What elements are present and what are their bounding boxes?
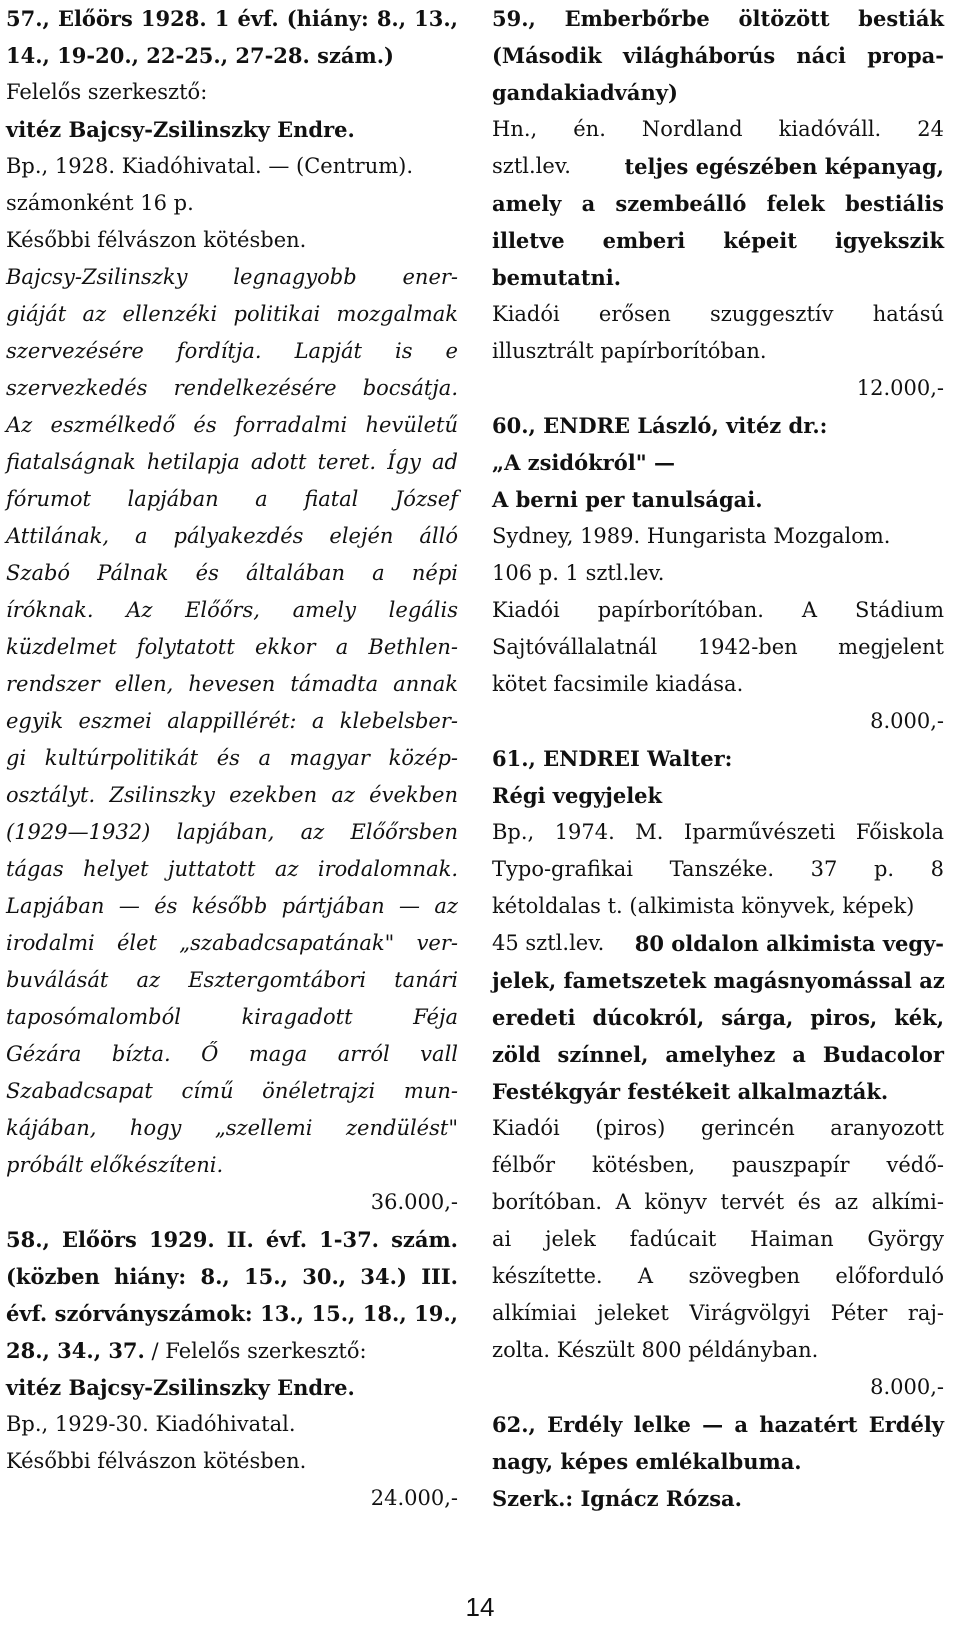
description-line: készítette. A szövegben előforduló	[492, 1264, 944, 1288]
description-line: Az eszmélkedő és forradalmi hevületű	[6, 413, 458, 437]
description-line: buválását az Esztergomtábori tanári	[6, 968, 458, 992]
right-column	[492, 0, 944, 1517]
description-line: alkímiai jeleket Virágvölgyi Péter raj-	[492, 1301, 944, 1325]
price: 12.000,-	[856, 376, 944, 400]
publication-info: Bp., 1929-30. Kiadóhivatal.	[6, 1412, 296, 1436]
description-line: fiatalságnak hetilapja adott teret. Így ad	[6, 450, 458, 474]
description-line: Lapjában — és később pártjában — az	[6, 894, 458, 918]
description-line: Bajcsy-Zsilinszky legnagyobb ener-	[6, 265, 458, 289]
description-line	[492, 148, 944, 185]
description-line	[492, 925, 944, 962]
description-line: bemutatni.	[492, 265, 622, 290]
book-subtitle: A berni per tanulságai.	[492, 487, 763, 512]
description-line: zolta. Készült 800 példányban.	[492, 1338, 819, 1362]
description-line: amely a szembeálló felek bestiális	[492, 191, 944, 216]
description-line: illetve emberi képeit igyekszik	[492, 228, 944, 253]
entry-59	[492, 0, 944, 407]
description-line: küzdelmet folytatott ekkor a Bethlen-	[6, 635, 458, 659]
sheet-count: 45 sztl.lev.	[492, 931, 605, 955]
description-line: osztályt. Zsilinszky ezekben az években	[6, 783, 458, 807]
description-line: Szabó Pálnak és általában a népi	[6, 561, 458, 585]
description-line: szervezkedés rendelkezésére bocsátja.	[6, 376, 458, 400]
description-line: borítóban. A könyv tervét és az alkími-	[492, 1190, 944, 1214]
entry-title: 57., Előörs 1928. 1 évf. (hiány: 8., 13.,	[6, 6, 458, 31]
description-line: gi kultúrpolitikát és a magyar közép-	[6, 746, 458, 770]
left-column	[6, 0, 458, 1517]
description-line: giáját az ellenzéki politikai mozgalmak	[6, 302, 458, 326]
entry-subtitle: (Második világháborús náci propa-	[492, 43, 944, 68]
book-title: „A zsidókról" —	[492, 450, 675, 475]
editor-name: vitéz Bajcsy-Zsilinszky Endre.	[6, 1375, 355, 1400]
entry-58	[6, 1221, 458, 1517]
binding-info: Kiadói (piros) gerincén aranyozott	[492, 1116, 944, 1140]
description-line: taposómalomból kiragadott Féja	[6, 1005, 458, 1029]
issue-numbers: 28., 34., 37.	[6, 1338, 145, 1363]
description-line: zöld színnel, amelyhez a Budacolor	[492, 1042, 944, 1067]
description-line: ai jelek fadúcait Haiman György	[492, 1227, 944, 1251]
entry-title-cont: nagy, képes emlékalbuma.	[492, 1449, 802, 1474]
description-line: jelek, fametszetek magásnyomással az	[492, 968, 945, 993]
description-line: Szabadcsapat című önéletrajzi mun-	[6, 1079, 458, 1103]
page-count: 106 p. 1 sztl.lev.	[492, 561, 665, 585]
entry-title: 61., ENDREI Walter:	[492, 746, 733, 771]
publication-info: Bp., 1928. Kiadóhivatal. — (Centrum).	[6, 154, 414, 178]
entry-title: 58., Előörs 1929. II. évf. 1-37. szám.	[6, 1227, 458, 1252]
description-line: Attilának, a pályakezdés elején álló	[6, 524, 458, 548]
entry-title: 60., ENDRE László, vitéz dr.:	[492, 413, 828, 438]
description-line: Sajtóvállalatnál 1942-ben megjelent	[492, 635, 944, 659]
description-line: szervezésére fordítja. Lapját is e	[6, 339, 458, 363]
binding-info: Kiadói erősen szuggesztív hatású	[492, 302, 944, 326]
price: 36.000,-	[370, 1190, 458, 1214]
entry-title-cont: 14., 19-20., 22-25., 27-28. szám.)	[6, 43, 394, 68]
binding-info: Későbbi félvászon kötésben.	[6, 228, 307, 252]
binding-info: Későbbi félvászon kötésben.	[6, 1449, 307, 1473]
description-line: egyik eszmei alappillérét: a klebelsber-	[6, 709, 458, 733]
description-line: Festékgyár festékeit alkalmazták.	[492, 1079, 889, 1104]
description-bold: 80 oldalon alkimista vegy-	[634, 931, 944, 956]
publication-info: Sydney, 1989. Hungarista Mozgalom.	[492, 524, 891, 548]
entry-title-cont: évf. szórványszámok: 13., 15., 18., 19.,	[6, 1301, 458, 1326]
description-line: fórumot lapjában a fiatal József	[6, 487, 458, 511]
editor-label: Felelős szerkesztő:	[6, 80, 208, 104]
entry-57	[6, 0, 458, 1221]
sheet-count: sztl.lev.	[492, 154, 571, 178]
description-line: próbált előkészíteni.	[6, 1153, 224, 1177]
description-line: rendszer ellen, hevesen támadta annak	[6, 672, 458, 696]
entry-61	[492, 740, 944, 1406]
entry-subtitle-cont: gandakiadvány)	[492, 80, 678, 105]
description-line: eredeti dúcokról, sárga, piros, kék,	[492, 1005, 944, 1030]
entry-60	[492, 407, 944, 740]
description-line: íróknak. Az Előőrs, amely legális	[6, 598, 458, 622]
editor-name: vitéz Bajcsy-Zsilinszky Endre.	[6, 117, 355, 142]
entry-title-cont: (közben hiány: 8., 15., 30., 34.) III.	[6, 1264, 458, 1289]
editor-name: Szerk.: Ignácz Rózsa.	[492, 1486, 742, 1511]
description-line: (1929—1932) lapjában, az Előőrsben	[6, 820, 458, 844]
price: 8.000,-	[870, 709, 944, 733]
entry-title: 62., Erdély lelke — a hazatért Erdély	[492, 1412, 944, 1437]
description-line: Gézára bízta. Ő maga arról vall	[6, 1042, 458, 1066]
publication-info: Typo-grafikai Tanszéke. 37 p. 8	[492, 857, 944, 881]
publication-info: Hn., én. Nordland kiadóváll. 24	[492, 117, 944, 141]
price: 8.000,-	[870, 1375, 944, 1399]
page-count: számonként 16 p.	[6, 191, 194, 215]
binding-info: Kiadói papírborítóban. A Stádium	[492, 598, 944, 622]
entry-62	[492, 1406, 944, 1517]
description-line: irodalmi élet „szabadcsapatának" ver-	[6, 931, 458, 955]
book-title: Régi vegyjelek	[492, 783, 663, 808]
description-line: kájában, hogy „szellemi zendülést"	[6, 1116, 458, 1140]
publication-info: Bp., 1974. M. Iparművészeti Főiskola	[492, 820, 944, 844]
description-line: kötet facsimile kiadása.	[492, 672, 744, 696]
description-bold: teljes egészében képanyag,	[624, 154, 944, 179]
publication-info: kétoldalas t. (alkimista könyvek, képek)	[492, 894, 915, 918]
entry-title-cont	[6, 1332, 458, 1369]
entry-title: 59., Emberbőrbe öltözött bestiák	[492, 6, 944, 31]
description-line: tágas helyet juttatott az irodalomnak.	[6, 857, 458, 881]
price: 24.000,-	[370, 1486, 458, 1510]
editor-label: / Felelős szerkesztő:	[144, 1339, 367, 1363]
page-number: 14	[465, 1592, 495, 1622]
binding-info: félbőr kötésben, pauszpapír védő-	[492, 1153, 944, 1177]
binding-info: illusztrált papírborítóban.	[492, 339, 767, 363]
